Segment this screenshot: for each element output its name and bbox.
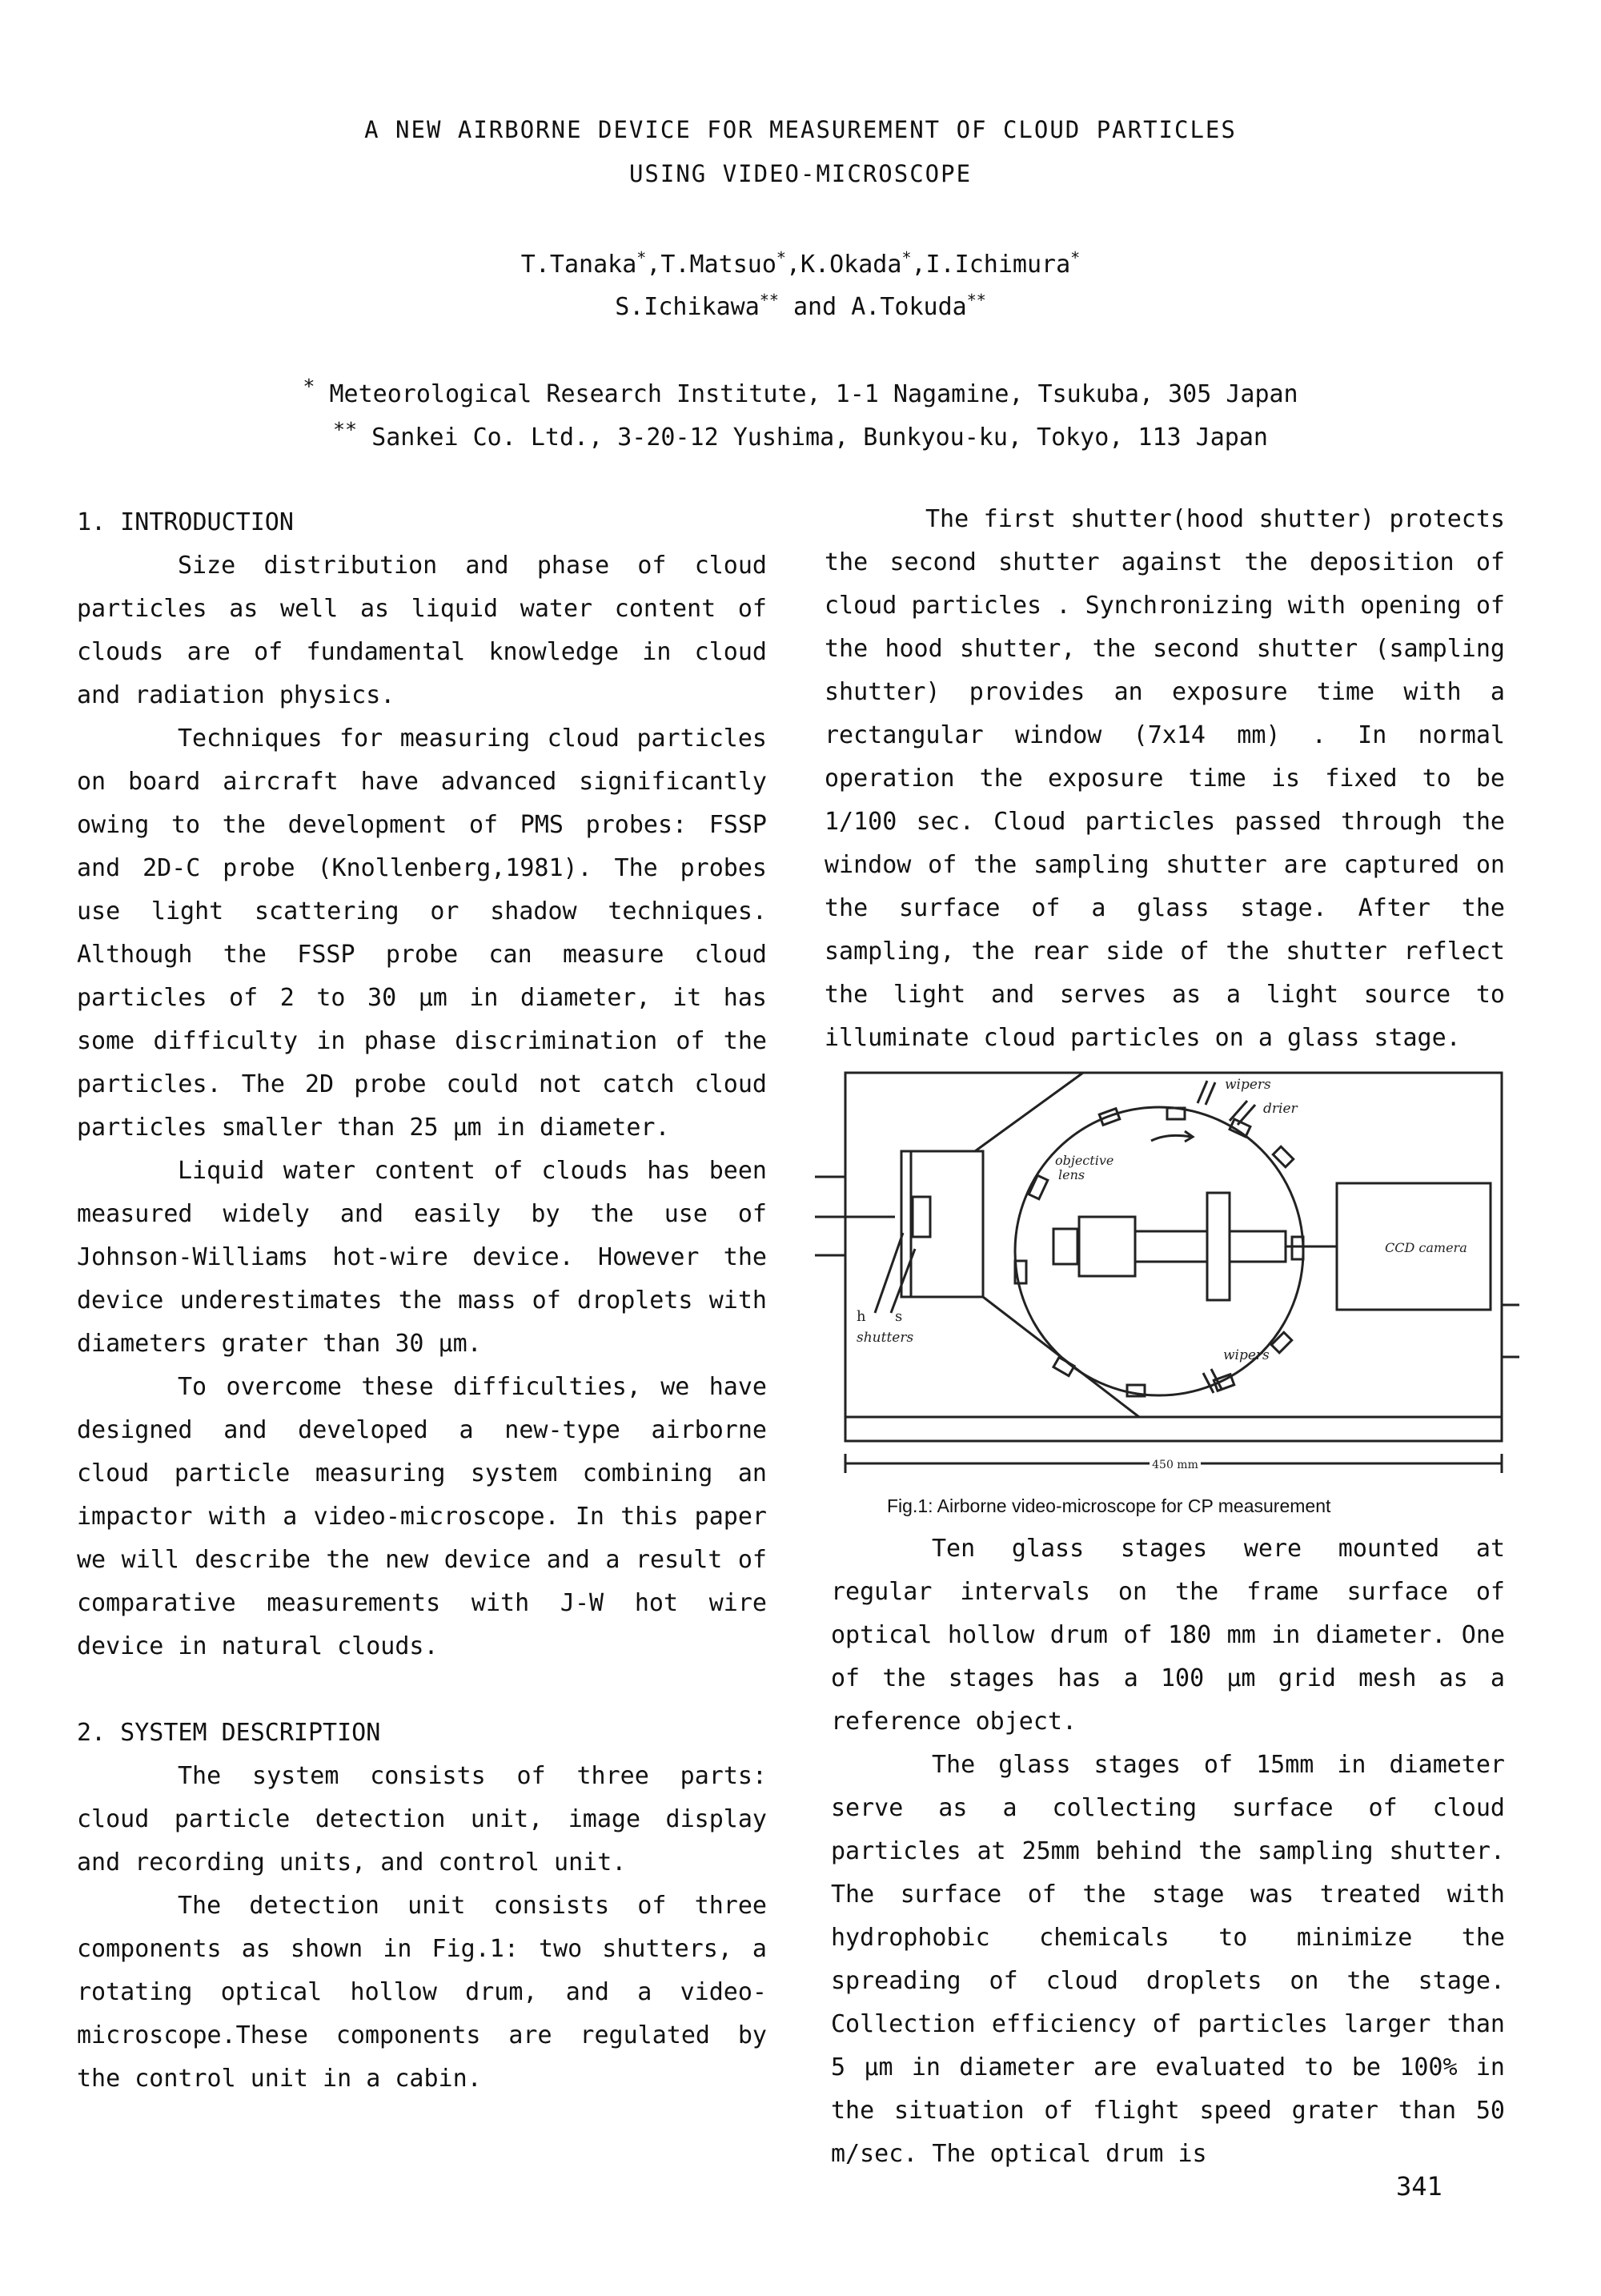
glass-stage [1271, 1332, 1291, 1352]
glass-stage [1273, 1146, 1293, 1166]
label-ccd-camera: CCD camera [1385, 1240, 1467, 1255]
paragraph: Ten glass stages were mounted at regular intervals on the frame surface of optical hollow drum of 180 mm in diameter. One of the stages has a 100 μm grid mesh as a reference object. [831, 1535, 1505, 1736]
label-objective: objective [1055, 1153, 1114, 1168]
left-column [77, 501, 767, 2101]
author-mark: ** [759, 291, 779, 310]
label-drier: drier [1263, 1101, 1298, 1117]
author-4: I.Ichimura [925, 251, 1071, 279]
paragraph: The detection unit consists of three components as shown in Fig.1: two shutters, a rotating optical hollow drum, and a video-microscope.These components are regulated by the control unit in a cabin. [77, 1892, 767, 2093]
author-5: S.Ichikawa [615, 293, 760, 321]
wiper-mark [1206, 1082, 1215, 1105]
affiliation-2 [0, 418, 1601, 452]
title-line-1: A NEW AIRBORNE DEVICE FOR MEASUREMENT OF CLOUD PARTICLES [364, 116, 1237, 143]
authors-line-1 [0, 248, 1601, 279]
microscope-flange [1207, 1193, 1230, 1300]
shutter-window [913, 1197, 930, 1237]
microscope-tube [1230, 1231, 1286, 1262]
paragraph: Liquid water content of clouds has been measured widely and easily by the use of Johnson-Williams hot-wire device. However the device underestimates the mass of droplets with diameters grater than 30 μm. [77, 1157, 767, 1358]
label-wipers-bottom: wipers [1223, 1347, 1270, 1363]
affiliation-2-text: Sankei Co. Ltd., 3-20-12 Yushima, Bunkyou-ku, Tokyo, 113 Japan [371, 423, 1268, 452]
author-sep: , [785, 251, 800, 279]
author-mark: * [901, 248, 912, 267]
author-sep: , [646, 251, 661, 279]
author-mark: ** [966, 291, 986, 310]
affiliation-mark: ** [333, 418, 358, 441]
author-1: T.Tanaka [520, 251, 637, 279]
authors-line-2 [0, 291, 1601, 321]
shutter-pointer [875, 1233, 903, 1313]
label-h: h [857, 1308, 866, 1325]
affiliation-mark: * [303, 375, 315, 398]
author-mark: * [636, 248, 647, 267]
label-s: s [895, 1308, 903, 1325]
author-mark: * [776, 248, 786, 267]
glass-stage [1292, 1237, 1303, 1259]
paragraph: Size distribution and phase of cloud particles as well as liquid water content of clouds are of fundamental knowledge in cloud and radiation physics. [77, 552, 767, 709]
section-heading-system: 2. SYSTEM DESCRIPTION [77, 1719, 381, 1747]
housing-outline [845, 1073, 1502, 1441]
author-2: T.Matsuo [660, 251, 776, 279]
objective-lens [1053, 1229, 1077, 1264]
paragraph: The glass stages of 15mm in diameter serve as a collecting surface of cloud particles at 25mm behind the sampling shutter. The surface of the stage was treated with hydrophobic chemicals to minimize the spreading of cloud droplets on the stage. Collection efficiency of particles larger than 5 μm in diameter are evaluated to be 100% in the situation of flight speed grater than 50 m/sec. The optical drum is [831, 1751, 1505, 2168]
paragraph: Techniques for measuring cloud particles on board aircraft have advanced significantly owing to the development of PMS probes: FSSP and 2D-C probe (Knollenberg,1981). The probes use light scattering or shadow techniques. Although the FSSP probe can measure cloud particles of 2 to 30 μm in diameter, it has some difficulty in phase discrimination of the particles. The 2D probe could not catch cloud particles smaller than 25 μm in diameter. [77, 725, 767, 1142]
author-6: A.Tokuda [851, 293, 967, 321]
paragraph: To overcome these difficulties, we have designed and developed a new-type airborne cloud particle measuring system combining an impactor with a video-microscope. In this paper we will describe the new device and a result of comparative measurements with J-W hot wire device in natural clouds. [77, 1373, 767, 1660]
label-dimension: 450 mm [1152, 1459, 1198, 1471]
right-column-top [825, 498, 1505, 1060]
section-heading-introduction: 1. INTRODUCTION [77, 508, 294, 536]
affiliation-1-text: Meteorological Research Institute, 1-1 Nagamine, Tsukuba, 305 Japan [329, 380, 1298, 408]
figure-1-diagram [815, 1057, 1519, 1505]
section-gap [77, 1668, 767, 1712]
label-shutters: shutters [857, 1330, 914, 1346]
author-mark: * [1070, 248, 1081, 267]
label-wipers-top: wipers [1225, 1077, 1271, 1093]
label-lens: lens [1058, 1167, 1085, 1182]
right-column-bottom [831, 1527, 1505, 2176]
author-3: K.Okada [800, 251, 902, 279]
glass-stage [1029, 1175, 1048, 1198]
figure-1-caption: Fig.1: Airborne video-microscope for CP measurement [887, 1495, 1331, 1516]
wiper-mark [1203, 1373, 1214, 1393]
paragraph: The first shutter(hood shutter) protects the second shutter against the deposition of cloud particles . Synchronizing with opening of the hood shutter, the second shutter (sampling shutter) provides an exposure time with a rectangular window (7x14 mm) . In normal operation the exposure time is fixed to be 1/100 sec. Cloud particles passed through the window of the sampling shutter are captured on the surface of a glass stage. After the sampling, the rear side of the shutter reflect the light and serves as a light source to illuminate cloud particles on a glass stage. [825, 505, 1505, 1052]
wiper-mark [1198, 1081, 1207, 1103]
author-sep: , [911, 251, 926, 279]
paragraph: The system consists of three parts: cloud particle detection unit, image display and recording units, and control unit. [77, 1762, 767, 1877]
title-line-2: USING VIDEO-MICROSCOPE [628, 160, 973, 187]
affiliation-1 [0, 375, 1601, 408]
microscope-tube [1135, 1231, 1207, 1262]
page-number: 341 [1396, 2171, 1443, 2202]
author-and: and [778, 293, 852, 321]
microscope-body [1079, 1217, 1135, 1276]
